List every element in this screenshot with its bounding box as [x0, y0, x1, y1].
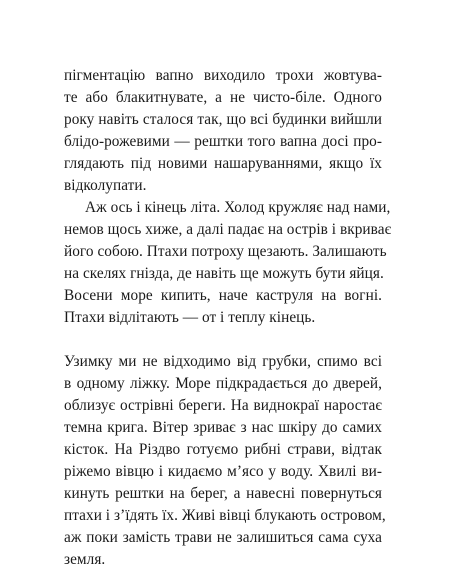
text-line: немов щось хиже, а далі падає на острів і вкриває: [64, 221, 392, 238]
text-line: Аж ось і кінець літа. Холод кружляє над нами,: [85, 199, 391, 216]
text-line: на скелях гнізда, де навіть ще можуть бути яйця.: [64, 265, 384, 282]
text-line: ріжемо вівцю і кидаємо м’ясо у воду. Хвилі ви-: [64, 463, 382, 480]
text-line: блідо-рожевими — рештки того вапна досі про-: [64, 133, 382, 150]
text-line: аж поки замість трави не залишиться сама суха: [64, 529, 382, 546]
text-line: земля.: [64, 551, 106, 568]
text-line: Птахи відлітають — от і теплу кінець.: [64, 309, 316, 326]
text-line: глядають під новими нашаруваннями, якщо їх: [64, 155, 382, 172]
text-line: птахи і з’їдять їх. Живі вівці блукають островом,: [64, 507, 386, 524]
text-line: Восени море кипить, наче каструля на вогні.: [64, 287, 382, 304]
text-line: року навіть сталося так, що всі будинки вийшли: [64, 111, 382, 128]
text-line: кісток. На Різдво готуємо рибні страви, відтак: [64, 441, 382, 458]
text-line: його собою. Птахи потроху щезають. Залишають: [64, 243, 387, 260]
text-line: пігментацію вапно виходило трохи жовтува-: [64, 67, 382, 84]
text-line: Узимку ми не відходимо від грубки, спимо всі: [64, 353, 382, 370]
text-line: в одному ліжку. Море підкрадається до дверей,: [64, 375, 382, 392]
text-line: відколупати.: [64, 177, 147, 194]
text-line: облизує острівні береги. На виднокраї наростає: [64, 397, 382, 414]
text-line: кинуть рештки на берег, а навесні повернуться: [64, 485, 382, 502]
text-line: те або блакитнувате, а не чисто-біле. Одного: [64, 89, 382, 106]
text-line: темна крига. Вітер зриває з нас шкіру до самих: [64, 419, 382, 436]
